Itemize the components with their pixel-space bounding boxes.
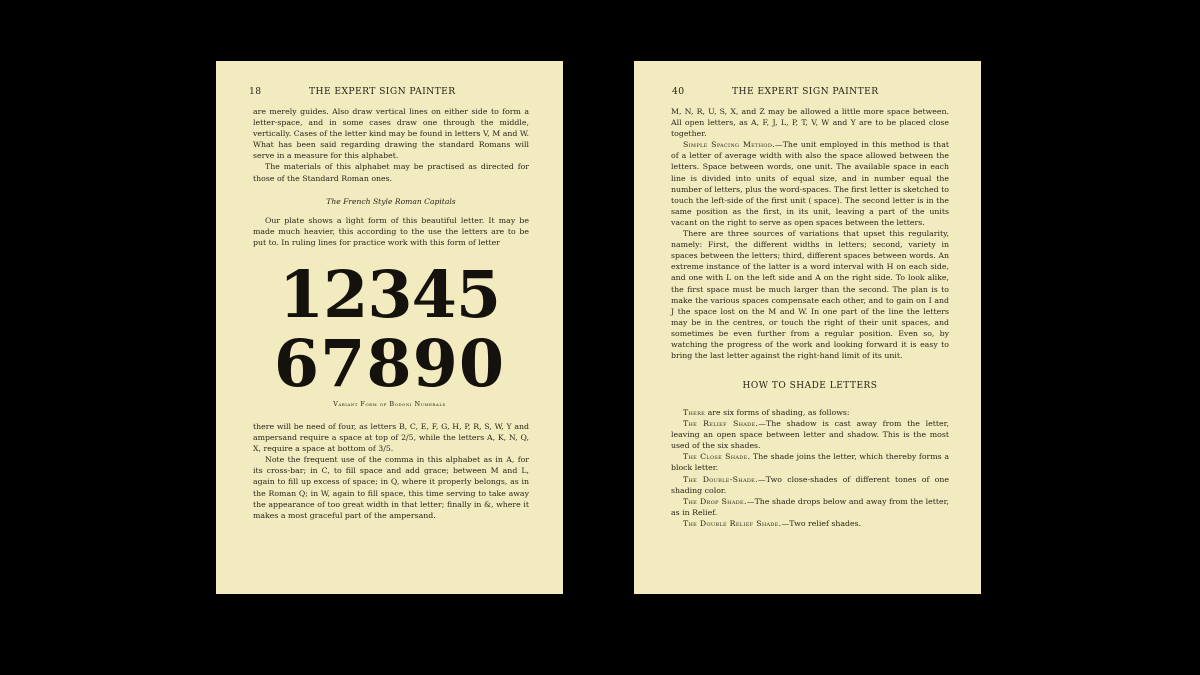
shade-description: —The shade drops below and away from the letter, as in Relief. [671, 496, 949, 517]
body-text-top [253, 106, 529, 184]
paragraph-lead: Simple Spacing Method. [683, 140, 775, 150]
paragraph: Note the frequent use of the comma in this alphabet as in A, for its cross-bar; in C, to fill space and add grace; between M and L, again to fill up excess of space; in Q, where it properly belongs, as in the Roman Q; in W, again to fill space, this time serving to take away the appearance of too great width in that letter; finally in &, where it makes a most graceful part of the ampersand. [253, 455, 529, 520]
paragraph-text: are six forms of shading, as follows: [707, 408, 850, 417]
shade-name: The Double-Shade. [683, 474, 758, 484]
paragraph: there will be need of four, as letters B, C, E, F, G, H, P, R, S, W, Y and ampersand require a space at top of 2/5, while the letters A, K, N, Q, X, require a space at bottom of 3/5. [253, 422, 529, 454]
shade-description: —The shadow is cast away from the letter, leaving an open space between letter and shadow. This is the most used of the six shades. [671, 419, 950, 451]
shade-name: The Close Shade. [683, 452, 751, 462]
paragraph: There are three sources of variations that upset this regularity, namely: First, the different widths in letters; second, variety in spaces between the letters; third, different spaces between words. An extreme instance of the latter is a word interval with H on each side, and one with L on the left side and A on the right side. To look alike, the first space must be much larger than the second. The plan is to make the various spaces compensate each other, and to gain on I and J the space lost on the M and W. In one part of the line the letters may be in the centres, or touch the right of their unit spaces, and sometimes be even further from a regular position. Even so, by watching the progress of the work and looking forward it is easy to bring the last letter against the right-hand limit of its unit. [671, 229, 949, 361]
paragraph [671, 139, 949, 228]
shade-description: —Two relief shades. [781, 518, 862, 528]
shade-item [671, 518, 949, 529]
shade-description: The shade joins the letter, which thereby forms a block letter. [671, 452, 949, 473]
page-number: 18 [249, 86, 262, 97]
paragraph-text: —The unit employed in this method is that of a letter of average width with also the space allowed between the letters. Space between words, one unit. The available space in each line is divided into units of equal size, and in number equal the number of letters, plus the word-spaces. The first letter is sketched to touch the left-side of the first unit ( space). The second letter is in the same position as the first, in its unit, leaving a part of the units vacant on the right to serve as open spaces between the letters. [671, 140, 949, 227]
shade-description: —Two close-shades of different tones of one shading color. [671, 474, 949, 495]
section-subheading: The French Style Roman Capitals [326, 197, 456, 206]
numerals-plate-row-2: 67890 [273, 326, 506, 402]
shade-item [671, 451, 949, 473]
paragraph: M, N, R, U, S, X, and Z may be allowed a little more space between. All open letters, as A, F, J, L, P, T, V, W and Y are to be placed close together. [671, 107, 949, 139]
paragraph [671, 407, 949, 418]
left-page [216, 61, 563, 594]
shade-name: The Drop Shade. [683, 496, 747, 506]
running-head [634, 86, 981, 98]
right-page [634, 61, 981, 594]
paragraph-lead: There [683, 408, 706, 417]
body-text-shading [671, 407, 949, 529]
section-heading: HOW TO SHADE LETTERS [742, 381, 878, 391]
shade-name: The Relief Shade. [683, 419, 759, 429]
shade-item [671, 496, 949, 518]
body-text-bottom [253, 421, 529, 521]
running-title: THE EXPERT SIGN PAINTER [309, 86, 456, 97]
shade-item [671, 418, 949, 451]
paragraph: are merely guides. Also draw vertical lines on either side to form a letter-space, and in some cases draw one through the middle, vertically. Cases of the letter kind may be found in letters V, M and W. What has been said regarding drawing the standard Romans will serve in a measure for this alphabet. [253, 107, 529, 161]
page-number: 40 [672, 86, 685, 97]
shade-name: The Double Relief Shade. [683, 518, 782, 528]
paragraph: Our plate shows a light form of this beautiful letter. It may be made much heavier, this according to the use the letters are to be put to. In ruling lines for practice work with this form of letter [253, 216, 529, 248]
shade-item [671, 474, 949, 496]
plate-caption: Variant Form of Bodoni Numerals [333, 400, 446, 408]
running-head [216, 86, 563, 98]
running-title: THE EXPERT SIGN PAINTER [732, 86, 879, 97]
paragraph: The materials of this alphabet may be practised as directed for those of the Standard Roman ones. [253, 162, 529, 183]
body-text-middle [253, 215, 529, 248]
numerals-plate-row-1: 12345 [278, 257, 501, 333]
body-text-spacing [671, 106, 949, 361]
